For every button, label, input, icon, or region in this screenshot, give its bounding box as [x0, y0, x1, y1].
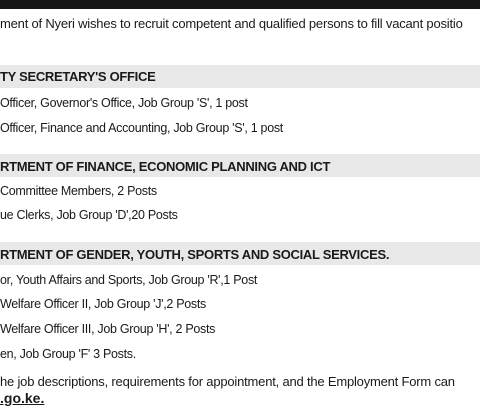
- list-item: Officer, Governor's Office, Job Group 'S', 1 post: [0, 96, 248, 110]
- list-item: Welfare Officer III, Job Group 'H', 2 Posts: [0, 322, 216, 336]
- website-link[interactable]: .go.ke.: [0, 390, 45, 406]
- list-item: Officer, Finance and Accounting, Job Group 'S', 1 post: [0, 121, 283, 135]
- list-item: ue Clerks, Job Group 'D',20 Posts: [0, 208, 178, 222]
- section-heading-secretary: TY SECRETARY'S OFFICE: [0, 69, 156, 84]
- section-heading-gender: RTMENT OF GENDER, YOUTH, SPORTS AND SOCIAL SERVICES.: [0, 247, 390, 262]
- list-item: Welfare Officer II, Job Group 'J',2 Posts: [0, 297, 206, 311]
- list-item: Committee Members, 2 Posts: [0, 184, 157, 198]
- list-item: en, Job Group 'F' 3 Posts.: [0, 347, 136, 361]
- list-item: or, Youth Affairs and Sports, Job Group 'R',1 Post: [0, 273, 258, 287]
- section-heading-finance: RTMENT OF FINANCE, ECONOMIC PLANNING AND ICT: [0, 159, 331, 174]
- footer-text: he job descriptions, requirements for appointment, and the Employment Form can: [0, 374, 455, 389]
- intro-text: ment of Nyeri wishes to recruit competent and qualified persons to fill vacant positio: [0, 16, 463, 31]
- top-black-bar: [0, 0, 480, 9]
